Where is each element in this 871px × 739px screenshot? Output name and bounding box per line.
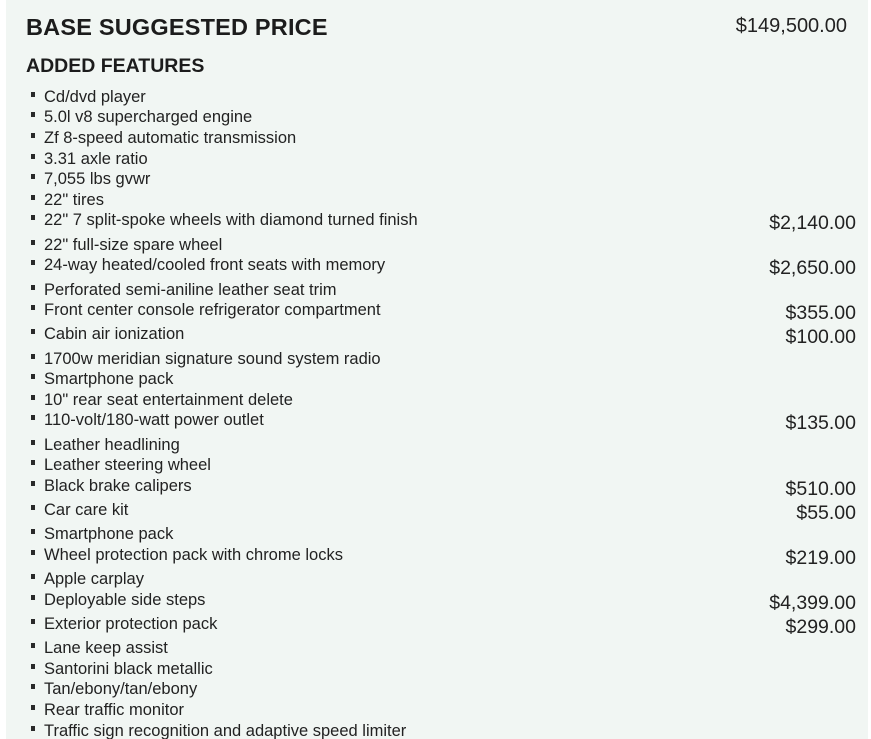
bullet-icon: [31, 705, 35, 710]
feature-name: Traffic sign recognition and adaptive speed limiter: [44, 722, 407, 739]
feature-name: Lane keep assist: [44, 639, 168, 657]
feature-price: $100.00: [785, 326, 856, 348]
bullet-icon: [31, 550, 35, 555]
bullet-icon: [31, 415, 35, 420]
feature-name: Wheel protection pack with chrome locks: [44, 546, 343, 564]
feature-name: Car care kit: [44, 501, 129, 519]
feature-row: [26, 659, 856, 681]
feature-price: $55.00: [796, 502, 856, 524]
feature-name: 3.31 axle ratio: [44, 150, 148, 168]
bullet-icon: [31, 329, 35, 334]
feature-name: Smartphone pack: [44, 525, 174, 543]
bullet-icon: [31, 726, 35, 731]
feature-price: $355.00: [785, 302, 856, 324]
bullet-icon: [31, 595, 35, 600]
added-features-title: ADDED FEATURES: [26, 55, 205, 77]
feature-price: $510.00: [785, 478, 856, 500]
feature-name: Tan/ebony/tan/ebony: [44, 680, 198, 698]
bullet-icon: [31, 215, 35, 220]
feature-name: Smartphone pack: [44, 370, 174, 388]
feature-row: [26, 324, 856, 346]
bullet-icon: [31, 260, 35, 265]
feature-row: [26, 390, 856, 412]
feature-price: $4,399.00: [769, 592, 856, 614]
bullet-icon: [31, 154, 35, 159]
feature-price: $299.00: [785, 616, 856, 638]
feature-name: Zf 8-speed automatic transmission: [44, 129, 297, 147]
feature-row: [26, 107, 856, 129]
feature-row: [26, 190, 856, 212]
feature-name: Exterior protection pack: [44, 615, 218, 633]
feature-name: 1700w meridian signature sound system radio: [44, 350, 381, 368]
feature-name: 10" rear seat entertainment delete: [44, 391, 293, 409]
feature-name: Santorini black metallic: [44, 660, 213, 678]
bullet-icon: [31, 574, 35, 579]
feature-row: [26, 700, 856, 722]
feature-name: 22" tires: [44, 191, 104, 209]
bullet-icon: [31, 505, 35, 510]
bullet-icon: [31, 92, 35, 97]
feature-row: [26, 280, 856, 302]
feature-name: Apple carplay: [44, 570, 144, 588]
feature-name: Cd/dvd player: [44, 88, 146, 106]
bullet-icon: [31, 684, 35, 689]
feature-row: [26, 255, 856, 277]
feature-row: [26, 235, 856, 257]
bullet-icon: [31, 285, 35, 290]
feature-price: $2,650.00: [769, 257, 856, 279]
price-sheet-panel: [6, 0, 868, 739]
feature-row: [26, 545, 856, 567]
bullet-icon: [31, 440, 35, 445]
bullet-icon: [31, 112, 35, 117]
feature-price: $135.00: [785, 412, 856, 434]
bullet-icon: [31, 664, 35, 669]
feature-name: 22" full-size spare wheel: [44, 236, 223, 254]
feature-row: [26, 300, 856, 322]
feature-row: [26, 410, 856, 432]
features-list: [26, 0, 856, 739]
feature-row: [26, 614, 856, 636]
bullet-icon: [31, 643, 35, 648]
bullet-icon: [31, 305, 35, 310]
feature-row: [26, 569, 856, 591]
feature-row: [26, 476, 856, 498]
feature-name: Rear traffic monitor: [44, 701, 184, 719]
bullet-icon: [31, 481, 35, 486]
feature-name: Perforated semi-aniline leather seat trim: [44, 281, 337, 299]
feature-name: Black brake calipers: [44, 477, 192, 495]
bullet-icon: [31, 374, 35, 379]
feature-row: [26, 524, 856, 546]
bullet-icon: [31, 619, 35, 624]
bullet-icon: [31, 133, 35, 138]
bullet-icon: [31, 240, 35, 245]
base-price-title: BASE SUGGESTED PRICE: [26, 14, 328, 40]
feature-row: [26, 500, 856, 522]
feature-row: [26, 590, 856, 612]
feature-name: 5.0l v8 supercharged engine: [44, 108, 253, 126]
feature-name: Deployable side steps: [44, 591, 206, 609]
feature-name: Front center console refrigerator compartment: [44, 301, 381, 319]
feature-name: 24-way heated/cooled front seats with memory: [44, 256, 386, 274]
feature-row: [26, 128, 856, 150]
feature-row: [26, 721, 856, 739]
feature-name: 22" 7 split-spoke wheels with diamond turned finish: [44, 211, 418, 229]
feature-name: Leather steering wheel: [44, 456, 211, 474]
feature-row: [26, 169, 856, 191]
feature-name: 7,055 lbs gvwr: [44, 170, 151, 188]
bullet-icon: [31, 395, 35, 400]
feature-name: Cabin air ionization: [44, 325, 185, 343]
feature-row: [26, 210, 856, 232]
feature-price: $2,140.00: [769, 212, 856, 234]
feature-row: [26, 149, 856, 171]
feature-row: [26, 435, 856, 457]
feature-row: [26, 87, 856, 109]
bullet-icon: [31, 174, 35, 179]
feature-row: [26, 349, 856, 371]
feature-row: [26, 638, 856, 660]
base-price-value: $149,500.00: [735, 15, 847, 37]
feature-name: 110-volt/180-watt power outlet: [44, 411, 264, 429]
bullet-icon: [31, 529, 35, 534]
bullet-icon: [31, 354, 35, 359]
feature-price: $219.00: [785, 547, 856, 569]
feature-row: [26, 455, 856, 477]
bullet-icon: [31, 460, 35, 465]
feature-row: [26, 679, 856, 701]
feature-name: Leather headlining: [44, 436, 180, 454]
feature-row: [26, 369, 856, 391]
bullet-icon: [31, 195, 35, 200]
